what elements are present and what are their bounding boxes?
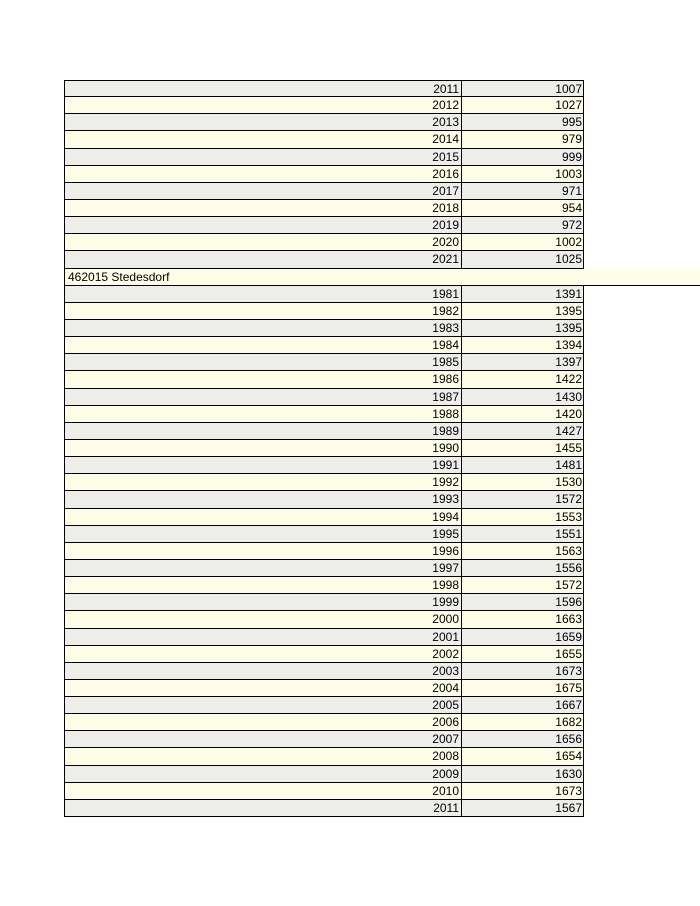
year-cell: 2018 <box>65 200 462 216</box>
year-cell: 2009 <box>65 766 462 782</box>
table-row <box>64 183 584 200</box>
table-row <box>64 491 584 508</box>
year-cell: 1994 <box>65 509 462 525</box>
table-row <box>64 166 584 183</box>
value-cell: 1025 <box>555 252 582 267</box>
table-row <box>64 80 584 97</box>
value-cell: 1395 <box>555 303 582 318</box>
table-row <box>64 389 584 406</box>
table-row <box>64 680 584 697</box>
year-cell: 2006 <box>65 714 462 730</box>
year-cell: 2003 <box>65 663 462 679</box>
value-cell: 1481 <box>555 458 582 473</box>
table-row <box>64 457 584 474</box>
year-cell: 1996 <box>65 543 462 559</box>
value-cell: 1395 <box>555 320 582 335</box>
value-cell: 999 <box>561 149 582 164</box>
year-cell: 1997 <box>65 560 462 576</box>
year-cell: 2014 <box>65 131 462 147</box>
year-cell: 1988 <box>65 406 462 422</box>
value-cell: 971 <box>561 183 582 198</box>
table-row <box>64 474 584 491</box>
table-row <box>64 560 584 577</box>
value-cell: 954 <box>561 200 582 215</box>
value-cell: 1682 <box>555 715 582 730</box>
population-table <box>64 80 700 817</box>
year-cell: 2011 <box>65 81 462 96</box>
value-cell: 1654 <box>555 749 582 764</box>
year-cell: 1982 <box>65 303 462 319</box>
table-row <box>64 526 584 543</box>
value-cell: 1572 <box>555 578 582 593</box>
year-cell: 1999 <box>65 594 462 610</box>
value-cell: 979 <box>561 132 582 147</box>
table-row <box>64 286 584 303</box>
year-cell: 2015 <box>65 149 462 165</box>
table-row <box>64 131 584 148</box>
table-row <box>64 251 584 268</box>
value-cell: 1422 <box>555 372 582 387</box>
year-cell: 1981 <box>65 286 462 302</box>
value-cell: 1556 <box>555 560 582 575</box>
table-row <box>64 629 584 646</box>
value-cell: 1572 <box>555 492 582 507</box>
table-row <box>64 114 584 131</box>
table-row <box>64 200 584 217</box>
value-cell: 1655 <box>555 646 582 661</box>
year-cell: 2002 <box>65 646 462 662</box>
year-cell: 2016 <box>65 166 462 182</box>
table-row <box>64 217 584 234</box>
value-cell: 1420 <box>555 406 582 421</box>
table-row <box>64 354 584 371</box>
year-cell: 2004 <box>65 680 462 696</box>
value-cell: 1551 <box>555 526 582 541</box>
value-cell: 1659 <box>555 629 582 644</box>
year-cell: 1991 <box>65 457 462 473</box>
table-row <box>64 783 584 800</box>
table-row <box>64 697 584 714</box>
year-cell: 2001 <box>65 629 462 645</box>
value-cell: 1673 <box>555 783 582 798</box>
table-row <box>64 611 584 628</box>
year-cell: 1987 <box>65 389 462 405</box>
value-cell: 1667 <box>555 698 582 713</box>
table-row <box>64 577 584 594</box>
value-cell: 1530 <box>555 475 582 490</box>
value-cell: 1675 <box>555 680 582 695</box>
year-cell: 2021 <box>65 251 462 267</box>
value-cell: 1553 <box>555 509 582 524</box>
table-row <box>64 646 584 663</box>
table-row <box>64 440 584 457</box>
year-cell: 1984 <box>65 337 462 353</box>
table-row <box>64 731 584 748</box>
table-row <box>64 320 584 337</box>
year-cell: 2019 <box>65 217 462 233</box>
value-cell: 1427 <box>555 423 582 438</box>
value-cell: 1673 <box>555 663 582 678</box>
value-cell: 1455 <box>555 440 582 455</box>
year-cell: 1990 <box>65 440 462 456</box>
value-cell: 1007 <box>555 82 582 96</box>
value-cell: 1394 <box>555 338 582 353</box>
year-cell: 1989 <box>65 423 462 439</box>
year-cell: 1983 <box>65 320 462 336</box>
table-row <box>64 543 584 560</box>
table-row <box>64 714 584 731</box>
year-cell: 1998 <box>65 577 462 593</box>
year-cell: 2008 <box>65 748 462 764</box>
table-row <box>64 748 584 765</box>
value-cell: 1663 <box>555 612 582 627</box>
group-header-row <box>64 269 700 286</box>
value-cell: 1563 <box>555 543 582 558</box>
value-cell: 995 <box>561 115 582 130</box>
year-cell: 2011 <box>65 800 462 816</box>
value-cell: 1002 <box>555 235 582 250</box>
year-cell: 1985 <box>65 354 462 370</box>
year-cell: 1992 <box>65 474 462 490</box>
table-row <box>64 97 584 114</box>
year-cell: 2012 <box>65 97 462 113</box>
year-cell: 2010 <box>65 783 462 799</box>
year-cell: 2007 <box>65 731 462 747</box>
value-cell: 1391 <box>555 286 582 301</box>
year-cell: 1995 <box>65 526 462 542</box>
value-cell: 1567 <box>555 800 582 815</box>
table-row <box>64 149 584 166</box>
year-cell: 1986 <box>65 371 462 387</box>
table-row <box>64 303 584 320</box>
value-cell: 1630 <box>555 766 582 781</box>
table-row <box>64 663 584 680</box>
table-row <box>64 234 584 251</box>
table-row <box>64 371 584 388</box>
year-cell: 2005 <box>65 697 462 713</box>
year-cell: 2013 <box>65 114 462 130</box>
table-row <box>64 423 584 440</box>
table-row <box>64 766 584 783</box>
value-cell: 1397 <box>555 355 582 370</box>
value-cell: 972 <box>561 218 582 233</box>
table-row <box>64 406 584 423</box>
value-cell: 1027 <box>555 98 582 113</box>
table-row <box>64 509 584 526</box>
table-row <box>64 594 584 611</box>
year-cell: 1993 <box>65 491 462 507</box>
value-cell: 1003 <box>555 166 582 181</box>
year-cell: 2017 <box>65 183 462 199</box>
table-row <box>64 800 584 817</box>
value-cell: 1596 <box>555 595 582 610</box>
table-row <box>64 337 584 354</box>
year-cell: 2000 <box>65 611 462 627</box>
year-cell: 2020 <box>65 234 462 250</box>
group-label: 462015 Stedesdorf <box>68 269 170 284</box>
value-cell: 1656 <box>555 732 582 747</box>
value-cell: 1430 <box>555 389 582 404</box>
